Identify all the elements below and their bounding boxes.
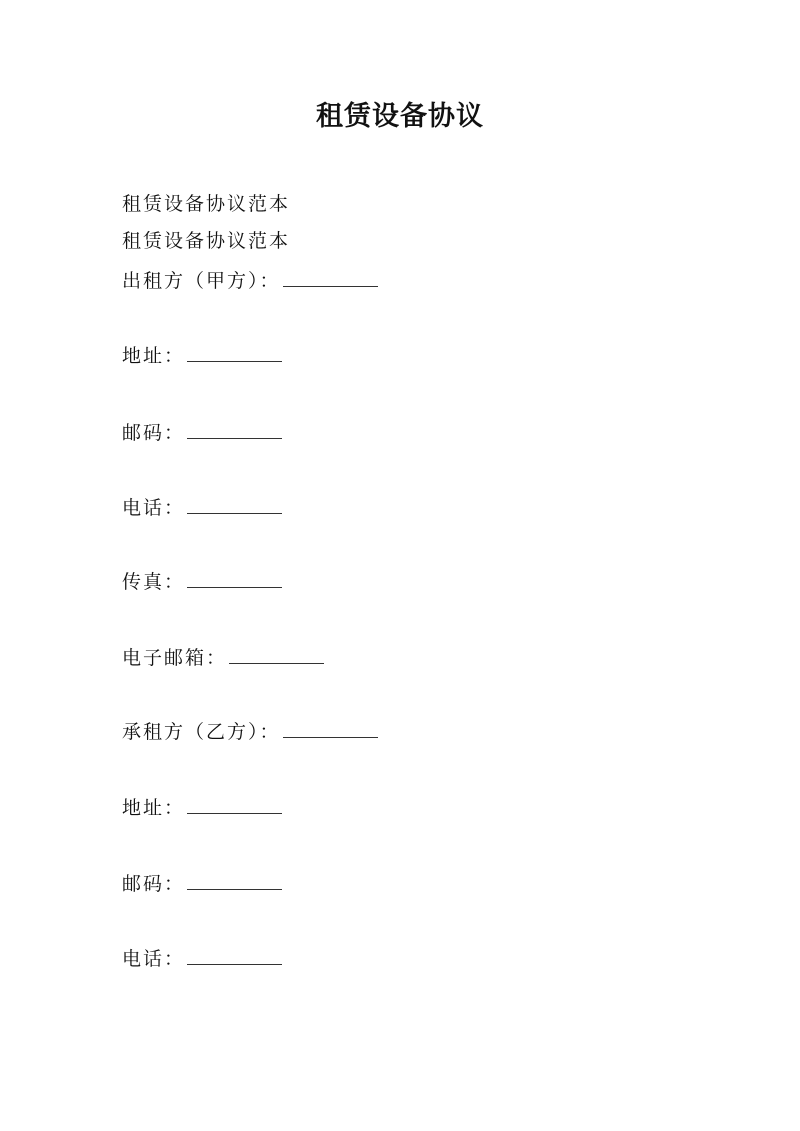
field-label: 电子邮箱： — [122, 647, 228, 669]
fill-in-blank — [187, 494, 282, 514]
line-text: 租赁设备协议范本 — [122, 193, 291, 215]
field-label: 电话： — [122, 497, 186, 519]
field-label: 出租方（甲方）： — [122, 270, 281, 292]
fill-in-blank — [187, 794, 282, 814]
fill-in-blank — [187, 870, 282, 890]
fill-in-blank — [187, 568, 282, 588]
lessor-line — [122, 267, 378, 293]
line-text: 租赁设备协议范本 — [122, 230, 291, 252]
field-label: 地址： — [122, 797, 186, 819]
field-label: 电话： — [122, 948, 186, 970]
fill-in-blank — [187, 342, 282, 362]
field-label: 地址： — [122, 345, 186, 367]
field-label: 承租方（乙方）： — [122, 721, 281, 743]
subtitle-line — [122, 192, 290, 216]
subtitle-line — [122, 229, 290, 253]
lessor-phone-line — [122, 494, 282, 520]
lessee-address-line — [122, 794, 282, 820]
lessor-email-line — [122, 644, 324, 670]
fill-in-blank — [187, 419, 282, 439]
lessee-postcode-line — [122, 870, 282, 896]
lessee-line — [122, 718, 378, 744]
field-label: 传真： — [122, 571, 186, 593]
field-label: 邮码： — [122, 422, 186, 444]
lessor-address-line — [122, 342, 282, 368]
fill-in-blank — [187, 945, 282, 965]
lessor-fax-line — [122, 568, 282, 594]
lessee-phone-line — [122, 945, 282, 971]
fill-in-blank — [283, 267, 378, 287]
fill-in-blank — [283, 718, 378, 738]
field-label: 邮码： — [122, 873, 186, 895]
lessor-postcode-line — [122, 419, 282, 445]
fill-in-blank — [229, 644, 324, 664]
page-title: 租赁设备协议 — [316, 101, 484, 132]
